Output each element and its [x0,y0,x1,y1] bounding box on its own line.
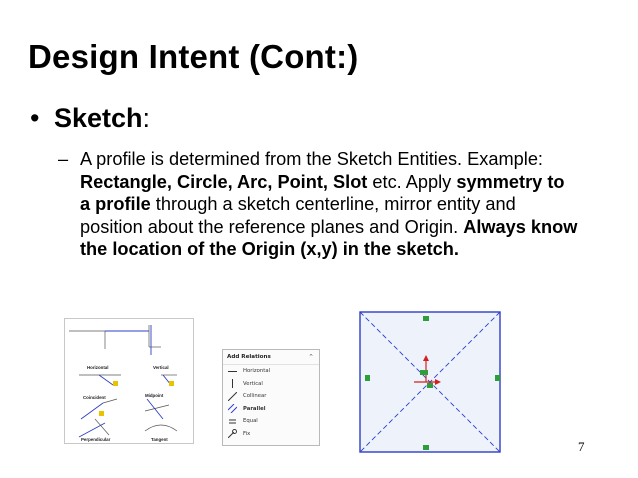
label-horizontal: Horizontal [87,365,109,370]
relation-label: Collinear [243,393,267,400]
bullet-colon: : [142,103,151,133]
relation-item-horizontal[interactable] [223,365,319,378]
bullet-sketch [30,103,150,134]
text-bold-entities: Rectangle, Circle, Arc, Point, Slot [80,171,368,192]
text-part-1: A profile is determined from the Sketch Entities. Example: [80,149,543,169]
relation-label: Vertical [243,380,263,387]
page-number: 7 [578,439,585,454]
relation-item-parallel[interactable] [223,403,319,416]
label-vertical: Vertical [153,365,169,370]
relation-label: Equal [243,418,258,425]
relation-marker-left [365,375,370,381]
text-bold-origin: Always know the location of the Origin (x,y) in the sketch. [80,216,578,260]
label-midpoint: Midpoint [145,393,164,398]
bullet-marker: • [30,103,40,133]
sub-bullet [58,148,578,261]
label-tangent: Tangent [151,437,168,442]
relation-marker-bottom [423,445,429,450]
label-perpendicular: Perpendicular [81,437,111,442]
add-relations-panel [222,349,320,446]
panel-title: Add Relations [227,354,271,360]
relation-item-fix[interactable] [223,428,319,441]
text-part-2: etc. Apply [367,171,457,192]
collinear-icon [227,391,237,401]
text-part-3: through a sketch centerline, mirror entity and position about the reference planes and Origin. [80,194,516,237]
relation-item-equal[interactable] [223,415,319,428]
relation-label: Horizontal [243,368,271,375]
relation-marker-right [495,375,500,381]
text-bold-symmetry: symmetry to a profile [80,171,565,215]
bullet-label: Sketch [54,103,143,133]
relation-item-vertical[interactable] [223,378,319,391]
midpoint-marker [420,370,428,375]
relation-marker-top [423,316,429,321]
dash-marker: – [58,149,69,169]
sketch-drawing [356,306,506,459]
relations-examples-image [64,318,194,444]
sub-bullet-text [80,148,578,261]
relations-examples-drawing [65,319,193,443]
relation-label: Parallel [243,405,266,412]
slide-title: Design Intent (Cont:) [28,38,359,75]
label-coincident: Coincident [83,395,106,400]
square-sketch-image [356,306,506,459]
coincident-marker [427,383,433,388]
horizontal-icon [227,366,237,376]
panel-header[interactable] [223,350,319,365]
vertical-icon [227,379,237,389]
fix-icon [227,429,237,439]
equal-icon [227,416,237,426]
chevron-up-icon[interactable]: ⌃ [308,353,314,361]
relation-item-collinear[interactable] [223,390,319,403]
relation-label: Fix [243,430,251,437]
parallel-icon [227,404,237,414]
